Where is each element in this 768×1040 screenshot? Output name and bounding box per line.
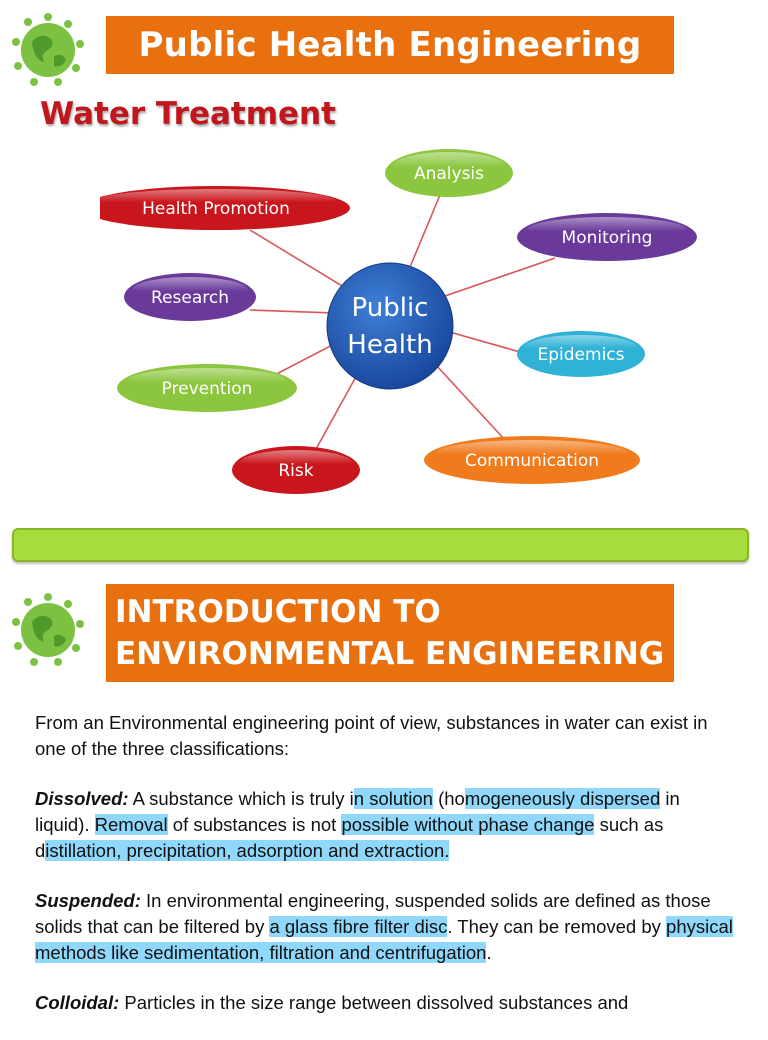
node-label: Prevention: [161, 379, 253, 399]
section-title: [106, 584, 674, 682]
node-label: Communication: [465, 451, 599, 471]
node-risk: [232, 446, 360, 494]
text-span: .: [486, 942, 492, 963]
page-title-text: Public Health Engineering: [138, 25, 642, 65]
term-suspended: Suspended:: [35, 890, 141, 911]
text-span: in liquid).: [35, 788, 680, 835]
text-span: (ho: [432, 788, 465, 809]
term-colloidal: Colloidal:: [35, 992, 120, 1013]
text-span: Particles in the size range between dissolved substances and: [119, 992, 629, 1013]
earth-logo-icon: [10, 12, 86, 88]
dissolved-paragraph: [35, 786, 735, 864]
highlight-span: Removal: [94, 814, 168, 835]
node-label: Analysis: [413, 164, 485, 184]
section-subtitle: Water Treatment: [40, 96, 336, 132]
node-label: Risk: [278, 461, 314, 481]
section-title-line1: INTRODUCTION TO: [115, 594, 441, 630]
node-label: Epidemics: [537, 345, 625, 365]
text-span: such as d: [35, 814, 664, 861]
node-communication: [424, 436, 640, 484]
suspended-paragraph: [35, 888, 735, 966]
divider-bar: [12, 528, 749, 562]
highlight-span: physical methods like sedimentation, filtration and centrifugation: [35, 916, 733, 963]
highlight-span: possible without phase change: [341, 814, 595, 835]
page-title: [106, 16, 674, 74]
article-body: [35, 710, 735, 1040]
node-label: Monitoring: [561, 228, 653, 248]
node-monitoring: [517, 213, 697, 261]
center-label-line1: Public: [351, 293, 429, 323]
node-epidemics: [517, 331, 645, 377]
center-node: [327, 263, 453, 389]
highlight-span: a glass fibre filter disc: [269, 916, 448, 937]
section-title-line2: ENVIRONMENTAL ENGINEERING: [115, 636, 665, 672]
colloidal-paragraph: [35, 990, 735, 1016]
node-prevention: [117, 364, 297, 412]
node-analysis: [385, 149, 513, 197]
highlight-span: n solution: [353, 788, 433, 809]
highlight-span: mogeneously dispersed: [464, 788, 661, 809]
term-dissolved: Dissolved:: [35, 788, 129, 809]
text-span: of substances is not: [167, 814, 342, 835]
intro-paragraph: From an Environmental engineering point of view, substances in water can exist in one of the three classifications:: [35, 712, 708, 759]
public-health-diagram: [100, 140, 720, 505]
text-span: . They can be removed by: [447, 916, 667, 937]
node-health-promotion: [100, 186, 350, 230]
node-research: [124, 273, 256, 321]
text-span: In environmental engineering, suspended solids are defined as those solids that can be filtered by: [35, 890, 711, 937]
node-label: Research: [151, 288, 229, 308]
earth-logo-icon: [10, 592, 86, 668]
node-label: Health Promotion: [142, 199, 290, 219]
center-label-line2: Health: [347, 330, 433, 360]
text-span: A substance which is truly i: [128, 788, 354, 809]
highlight-span: istillation, precipitation, adsorption and extraction.: [45, 840, 450, 861]
